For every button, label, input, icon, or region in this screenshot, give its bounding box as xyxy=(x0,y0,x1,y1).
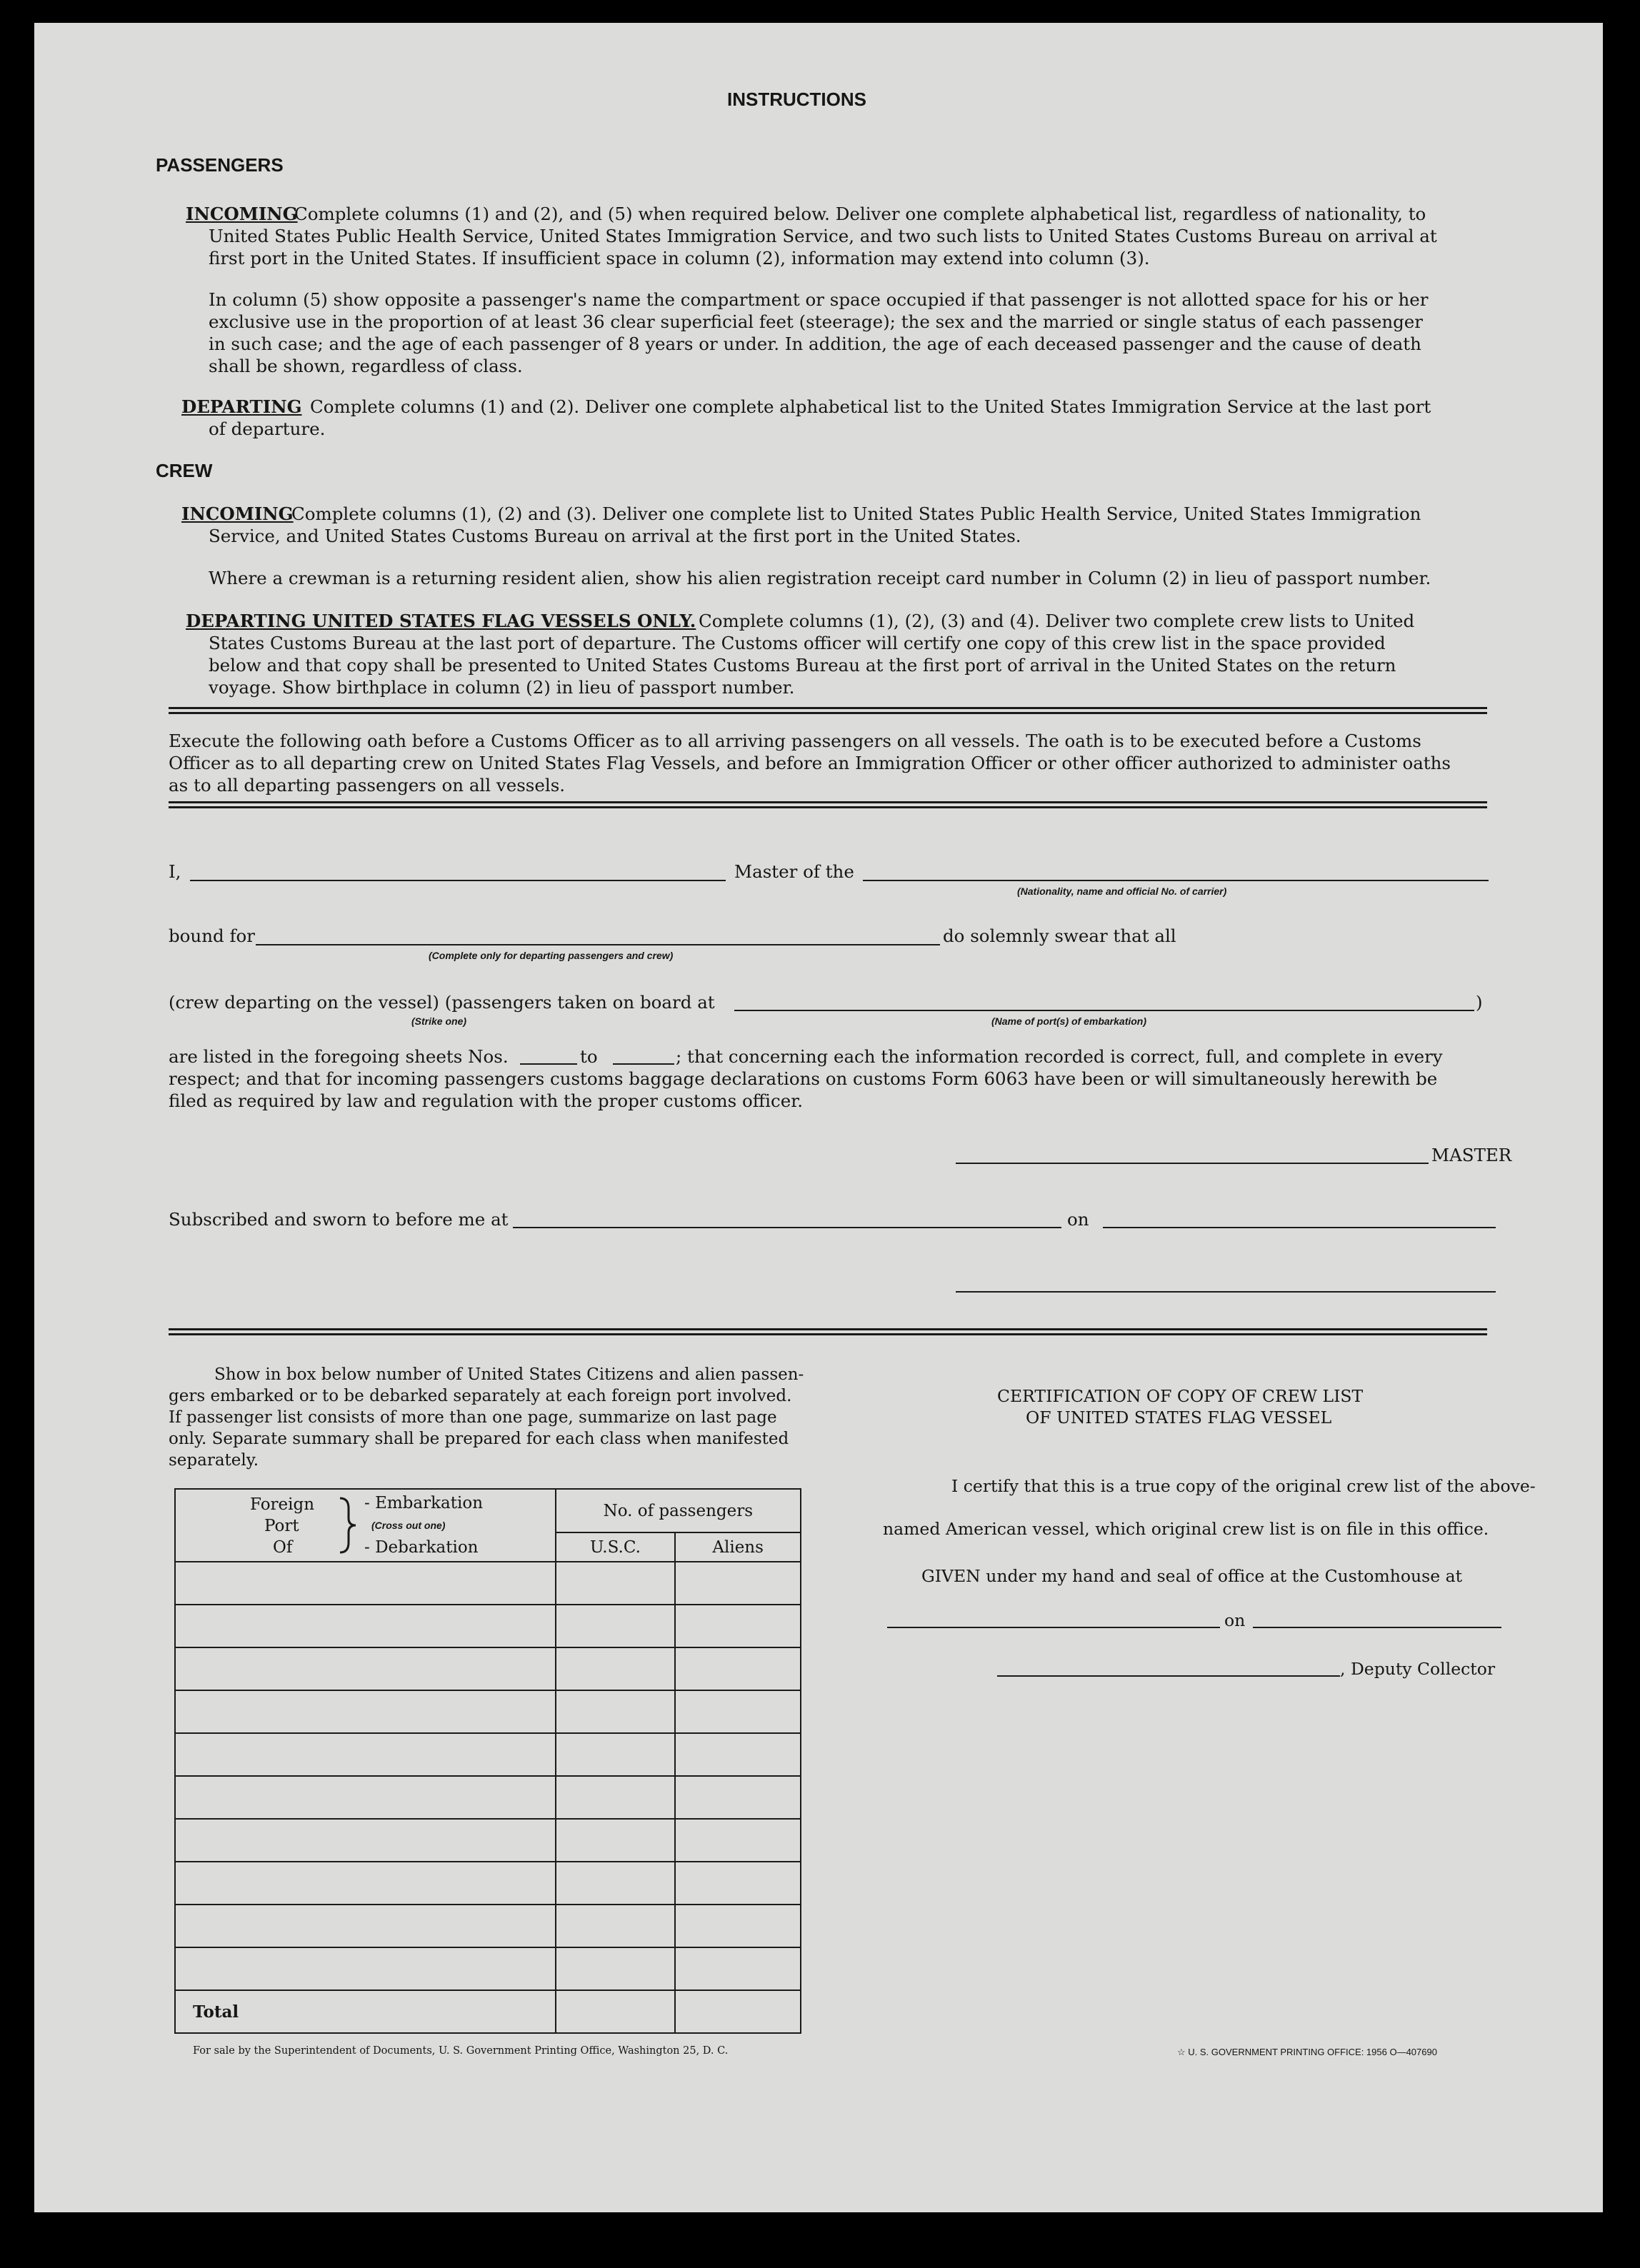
divider xyxy=(169,801,1487,808)
embarkation-label: - Embarkation xyxy=(364,1494,484,1512)
bound-for-field[interactable] xyxy=(256,944,940,945)
master-signature-field[interactable] xyxy=(956,1163,1429,1164)
subscribed-label: Subscribed and sworn to before me at xyxy=(169,1209,509,1230)
no-of-passengers-header xyxy=(556,1489,801,1532)
no-of-passengers-label: No. of passengers xyxy=(603,1501,754,1520)
filed-text: filed as required by law and regulation with the proper customs officer. xyxy=(169,1090,804,1111)
aliens-cell[interactable] xyxy=(675,1905,801,1947)
port-cell[interactable] xyxy=(175,1947,556,1990)
crew-passengers-label: (crew departing on the vessel) (passengers taken on board at xyxy=(169,992,715,1013)
crew-heading: CREW xyxy=(156,460,213,481)
table-row xyxy=(175,1947,801,1990)
table-header-row xyxy=(175,1489,801,1532)
bound-for-caption: (Complete only for departing passengers and crew) xyxy=(429,950,674,961)
usc-total-cell[interactable] xyxy=(556,1990,676,2033)
port-cell[interactable] xyxy=(175,1647,556,1690)
certification-title: OF UNITED STATES FLAG VESSEL xyxy=(1026,1408,1332,1427)
officer-signature-field[interactable] xyxy=(956,1291,1496,1293)
crew-incoming-text: Service, and United States Customs Bureau on arrival at the first port in the United States. xyxy=(209,526,1021,546)
form-sheet xyxy=(34,23,1603,2212)
crew-incoming-label: INCOMING xyxy=(181,503,294,524)
summary-instructions: If passenger list consists of more than one page, summarize on last page xyxy=(169,1408,777,1427)
aliens-cell[interactable] xyxy=(675,1819,801,1862)
deputy-signature-field[interactable] xyxy=(997,1675,1340,1677)
aliens-cell[interactable] xyxy=(675,1647,801,1690)
table-row xyxy=(175,1819,801,1862)
page-title: INSTRUCTIONS xyxy=(727,89,866,110)
sheets-label: are listed in the foregoing sheets Nos. xyxy=(169,1046,509,1067)
master-of-the-label: Master of the xyxy=(734,861,854,882)
aliens-total-cell[interactable] xyxy=(675,1990,801,2033)
carrier-field[interactable] xyxy=(863,880,1489,881)
divider xyxy=(169,1328,1487,1335)
column5-text: in such case; and the age of each passenger of 8 years or under. In addition, the age of each deceased passenger and the cause of death xyxy=(209,333,1421,354)
column5-text: In column (5) show opposite a passenger's name the compartment or space occupied if that passenger is not allotted space for his or her xyxy=(209,289,1429,310)
swear-label: do solemnly swear that all xyxy=(943,925,1176,946)
certification-text: named American vessel, which original crew list is on file in this office. xyxy=(883,1519,1489,1539)
aliens-cell[interactable] xyxy=(675,1733,801,1776)
usc-cell[interactable] xyxy=(556,1690,676,1733)
certification-text: GIVEN under my hand and seal of office at the Customhouse at xyxy=(921,1566,1463,1586)
certification-on-label: on xyxy=(1224,1610,1246,1630)
port-embarkation-field[interactable] xyxy=(734,1010,1474,1011)
table-row xyxy=(175,1862,801,1905)
total-label-cell xyxy=(175,1990,556,2033)
aliens-cell[interactable] xyxy=(675,1562,801,1605)
footer-left: For sale by the Superintendent of Documents, U. S. Government Printing Office, Washington 25, D. C. xyxy=(193,2045,729,2057)
deputy-collector-label: , Deputy Collector xyxy=(1340,1659,1496,1679)
usc-cell[interactable] xyxy=(556,1905,676,1947)
master-name-field[interactable] xyxy=(190,880,726,881)
passenger-summary-table xyxy=(174,1488,801,2034)
total-label: Total xyxy=(193,2002,239,2022)
sheet-from-field[interactable] xyxy=(520,1063,577,1065)
usc-cell[interactable] xyxy=(556,1776,676,1819)
summary-instructions: Show in box below number of United States Citizens and alien passen- xyxy=(214,1365,804,1384)
usc-cell[interactable] xyxy=(556,1819,676,1862)
divider xyxy=(169,707,1487,714)
crew-departing-text: States Customs Bureau at the last port of departure. The Customs officer will certify one copy of this crew list in the space provided xyxy=(209,633,1386,653)
summary-instructions: gers embarked or to be debarked separately at each foreign port involved. xyxy=(169,1387,792,1405)
bound-for-label: bound for xyxy=(169,925,255,946)
summary-instructions: only. Separate summary shall be prepared for each class when manifested xyxy=(169,1430,789,1448)
passengers-incoming-label: INCOMING xyxy=(186,204,298,224)
master-label: MASTER xyxy=(1431,1145,1512,1165)
oath-instructions: Officer as to all departing crew on United States Flag Vessels, and before an Immigration Officer or other officer authorized to administer oaths xyxy=(169,753,1451,773)
crew-incoming-text: Complete columns (1), (2) and (3). Deliver one complete list to United States Public Health Service, United States Immigration xyxy=(291,503,1421,524)
passengers-incoming-text: Complete columns (1) and (2), and (5) when required below. Deliver one complete alphabetical list, regardless of nationality, to xyxy=(294,204,1426,224)
crew-departing-text: voyage. Show birthplace in column (2) in lieu of passport number. xyxy=(209,677,795,698)
brace-icon xyxy=(337,1497,359,1554)
port-cell[interactable] xyxy=(175,1776,556,1819)
column5-text: shall be shown, regardless of class. xyxy=(209,356,523,376)
foreign-label: Foreign xyxy=(250,1495,315,1514)
passengers-departing-text: of departure. xyxy=(209,418,326,439)
sheets-text: ; that concerning each the information recorded is correct, full, and complete in every xyxy=(676,1046,1443,1067)
crew-departing-text: below and that copy shall be presented to United States Customs Bureau at the first port of arrival in the United States on the return xyxy=(209,655,1396,676)
sheets-to-label: to xyxy=(580,1046,598,1067)
port-cell[interactable] xyxy=(175,1733,556,1776)
respect-text: respect; and that for incoming passengers customs baggage declarations on customs Form 6063 have been or will simultaneously herewith be xyxy=(169,1068,1438,1089)
total-row xyxy=(175,1990,801,2033)
aliens-cell[interactable] xyxy=(675,1862,801,1905)
usc-cell[interactable] xyxy=(556,1733,676,1776)
usc-cell[interactable] xyxy=(556,1647,676,1690)
footer-right: ☆ U. S. GOVERNMENT PRINTING OFFICE: 1956 O—407690 xyxy=(1177,2047,1437,2057)
crew-resident-text: Where a crewman is a returning resident alien, show his alien registration receipt card number in Column (2) in lieu of passport number. xyxy=(209,568,1431,588)
port-cell[interactable] xyxy=(175,1605,556,1647)
sworn-date-field[interactable] xyxy=(1103,1227,1496,1228)
table-row xyxy=(175,1905,801,1947)
table-row xyxy=(175,1562,801,1605)
crew-departing-label: DEPARTING UNITED STATES FLAG VESSELS ONLY. xyxy=(186,611,696,631)
passengers-departing-label: DEPARTING xyxy=(181,396,302,417)
aliens-cell[interactable] xyxy=(675,1605,801,1647)
passengers-departing-text: Complete columns (1) and (2). Deliver one complete alphabetical list to the United States Immigration Service at the last port xyxy=(310,396,1431,417)
close-paren: ) xyxy=(1476,992,1483,1013)
cross-out-label: (Cross out one) xyxy=(371,1520,446,1531)
aliens-cell[interactable] xyxy=(675,1947,801,1990)
port-cell[interactable] xyxy=(175,1905,556,1947)
certification-date-field[interactable] xyxy=(1253,1627,1501,1628)
certification-title: CERTIFICATION OF COPY OF CREW LIST xyxy=(997,1386,1364,1406)
customhouse-field[interactable] xyxy=(887,1627,1220,1628)
table-row xyxy=(175,1647,801,1690)
usc-cell[interactable] xyxy=(556,1947,676,1990)
table-row xyxy=(175,1605,801,1647)
usc-header xyxy=(556,1532,676,1562)
column5-text: exclusive use in the proportion of at least 36 clear superficial feet (steerage); the sex and the married or single status of each passenger xyxy=(209,311,1423,332)
passengers-incoming-text: first port in the United States. If insufficient space in column (2), information may extend into column (3). xyxy=(209,248,1150,269)
port-label: Port xyxy=(264,1517,299,1535)
carrier-caption: (Nationality, name and official No. of carrier) xyxy=(1017,885,1227,897)
port-cell[interactable] xyxy=(175,1819,556,1862)
sworn-location-field[interactable] xyxy=(513,1227,1061,1228)
usc-cell[interactable] xyxy=(556,1562,676,1605)
oath-instructions: Execute the following oath before a Customs Officer as to all arriving passengers on all vessels. The oath is to be executed before a Customs xyxy=(169,731,1421,751)
foreign-port-header xyxy=(175,1489,556,1562)
port-cell[interactable] xyxy=(175,1562,556,1605)
aliens-cell[interactable] xyxy=(675,1776,801,1819)
port-caption: (Name of port(s) of embarkation) xyxy=(991,1015,1147,1027)
usc-cell[interactable] xyxy=(556,1605,676,1647)
aliens-header xyxy=(675,1532,801,1562)
aliens-label: Aliens xyxy=(712,1537,764,1557)
table-row xyxy=(175,1776,801,1819)
usc-label: U.S.C. xyxy=(590,1537,641,1557)
sworn-on-label: on xyxy=(1067,1209,1089,1230)
usc-cell[interactable] xyxy=(556,1862,676,1905)
port-cell[interactable] xyxy=(175,1862,556,1905)
strike-one-caption: (Strike one) xyxy=(411,1015,467,1027)
debarkation-label: - Debarkation xyxy=(364,1538,479,1557)
sheet-to-field[interactable] xyxy=(613,1063,674,1065)
oath-i-label: I, xyxy=(169,861,181,882)
summary-instructions: separately. xyxy=(169,1451,259,1470)
oath-instructions: as to all departing passengers on all vessels. xyxy=(169,775,566,796)
aliens-cell[interactable] xyxy=(675,1690,801,1733)
port-cell[interactable] xyxy=(175,1690,556,1733)
table-row xyxy=(175,1733,801,1776)
crew-departing-text: Complete columns (1), (2), (3) and (4). Deliver two complete crew lists to United xyxy=(699,611,1415,631)
certification-text: I certify that this is a true copy of the original crew list of the above- xyxy=(951,1476,1536,1496)
of-label: Of xyxy=(273,1538,293,1557)
passengers-incoming-text: United States Public Health Service, United States Immigration Service, and two such lists to United States Customs Bureau on arrival at xyxy=(209,226,1437,246)
table-row xyxy=(175,1690,801,1733)
passengers-heading: PASSENGERS xyxy=(156,154,284,176)
